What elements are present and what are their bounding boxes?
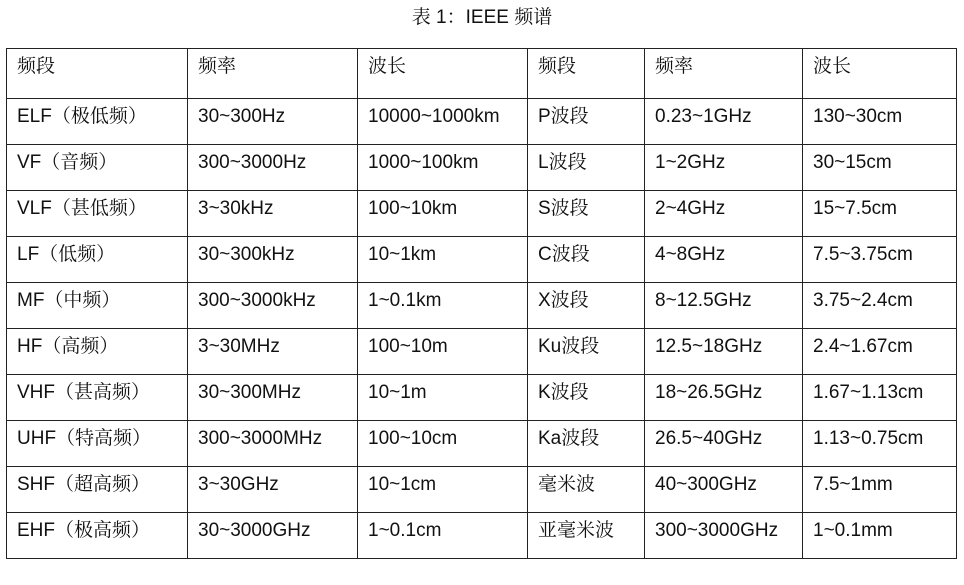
table-cell-frequency: 300~3000MHz — [188, 421, 358, 467]
table-cell-band: X波段 — [528, 283, 645, 329]
table-cell-band: S波段 — [528, 191, 645, 237]
ieee-spectrum-table — [6, 48, 957, 559]
table-cell-wavelength: 15~7.5cm — [803, 191, 957, 237]
table-cell-frequency: 3~30GHz — [188, 467, 358, 513]
table-cell-frequency: 30~300kHz — [188, 237, 358, 283]
table-row — [7, 513, 957, 559]
table-cell-wavelength: 7.5~1mm — [803, 467, 957, 513]
table-row — [7, 329, 957, 375]
table-cell-wavelength: 130~30cm — [803, 99, 957, 145]
table-cell-wavelength: 10000~1000km — [358, 99, 528, 145]
header-cell-band: 频段 — [7, 49, 188, 99]
table-cell-wavelength: 100~10m — [358, 329, 528, 375]
table-body — [7, 49, 957, 559]
table-cell-frequency: 0.23~1GHz — [645, 99, 803, 145]
table-row — [7, 421, 957, 467]
table-cell-band: VLF（甚低频） — [7, 191, 188, 237]
table-cell-band: SHF（超高频） — [7, 467, 188, 513]
table-row — [7, 375, 957, 421]
table-row — [7, 283, 957, 329]
header-cell-wavelength: 波长 — [803, 49, 957, 99]
table-cell-wavelength: 3.75~2.4cm — [803, 283, 957, 329]
header-cell-wavelength: 波长 — [358, 49, 528, 99]
table-cell-wavelength: 1.13~0.75cm — [803, 421, 957, 467]
table-cell-band: ELF（极低频） — [7, 99, 188, 145]
table-cell-frequency: 18~26.5GHz — [645, 375, 803, 421]
table-row — [7, 99, 957, 145]
table-cell-band: VHF（甚高频） — [7, 375, 188, 421]
table-cell-frequency: 8~12.5GHz — [645, 283, 803, 329]
table-cell-band: EHF（极高频） — [7, 513, 188, 559]
table-cell-wavelength: 10~1m — [358, 375, 528, 421]
table-header-row — [7, 49, 957, 99]
table-cell-frequency: 26.5~40GHz — [645, 421, 803, 467]
table-cell-frequency: 30~300Hz — [188, 99, 358, 145]
table-row — [7, 145, 957, 191]
table-cell-wavelength: 100~10cm — [358, 421, 528, 467]
header-cell-band: 频段 — [528, 49, 645, 99]
table-cell-wavelength: 1~0.1cm — [358, 513, 528, 559]
table-cell-band: 亚毫米波 — [528, 513, 645, 559]
table-cell-wavelength: 10~1cm — [358, 467, 528, 513]
table-cell-band: UHF（特高频） — [7, 421, 188, 467]
table-cell-frequency: 40~300GHz — [645, 467, 803, 513]
table-cell-wavelength: 10~1km — [358, 237, 528, 283]
table-cell-frequency: 30~3000GHz — [188, 513, 358, 559]
table-caption: 表 1：IEEE 频谱 — [411, 7, 553, 28]
table-cell-band: Ka波段 — [528, 421, 645, 467]
table-cell-wavelength: 1.67~1.13cm — [803, 375, 957, 421]
table-row — [7, 467, 957, 513]
table-cell-frequency: 300~3000Hz — [188, 145, 358, 191]
table-row — [7, 237, 957, 283]
table-cell-band: HF（高频） — [7, 329, 188, 375]
table-cell-band: P波段 — [528, 99, 645, 145]
table-cell-band: LF（低频） — [7, 237, 188, 283]
table-cell-wavelength: 2.4~1.67cm — [803, 329, 957, 375]
table-cell-wavelength: 7.5~3.75cm — [803, 237, 957, 283]
table-cell-band: Ku波段 — [528, 329, 645, 375]
table-cell-frequency: 2~4GHz — [645, 191, 803, 237]
table-cell-band: 毫米波 — [528, 467, 645, 513]
table-cell-frequency: 4~8GHz — [645, 237, 803, 283]
table-cell-frequency: 300~3000kHz — [188, 283, 358, 329]
table-cell-frequency: 1~2GHz — [645, 145, 803, 191]
table-cell-frequency: 12.5~18GHz — [645, 329, 803, 375]
table-cell-frequency: 3~30kHz — [188, 191, 358, 237]
header-cell-frequency: 频率 — [645, 49, 803, 99]
table-cell-wavelength: 1~0.1mm — [803, 513, 957, 559]
table-cell-wavelength: 100~10km — [358, 191, 528, 237]
table-cell-band: VF（音频） — [7, 145, 188, 191]
table-cell-frequency: 300~3000GHz — [645, 513, 803, 559]
table-row — [7, 191, 957, 237]
table-cell-wavelength: 30~15cm — [803, 145, 957, 191]
table-cell-wavelength: 1~0.1km — [358, 283, 528, 329]
table-cell-frequency: 3~30MHz — [188, 329, 358, 375]
table-cell-band: K波段 — [528, 375, 645, 421]
header-cell-frequency: 频率 — [188, 49, 358, 99]
table-cell-band: MF（中频） — [7, 283, 188, 329]
table-cell-frequency: 30~300MHz — [188, 375, 358, 421]
table-cell-wavelength: 1000~100km — [358, 145, 528, 191]
table-cell-band: L波段 — [528, 145, 645, 191]
table-cell-band: C波段 — [528, 237, 645, 283]
